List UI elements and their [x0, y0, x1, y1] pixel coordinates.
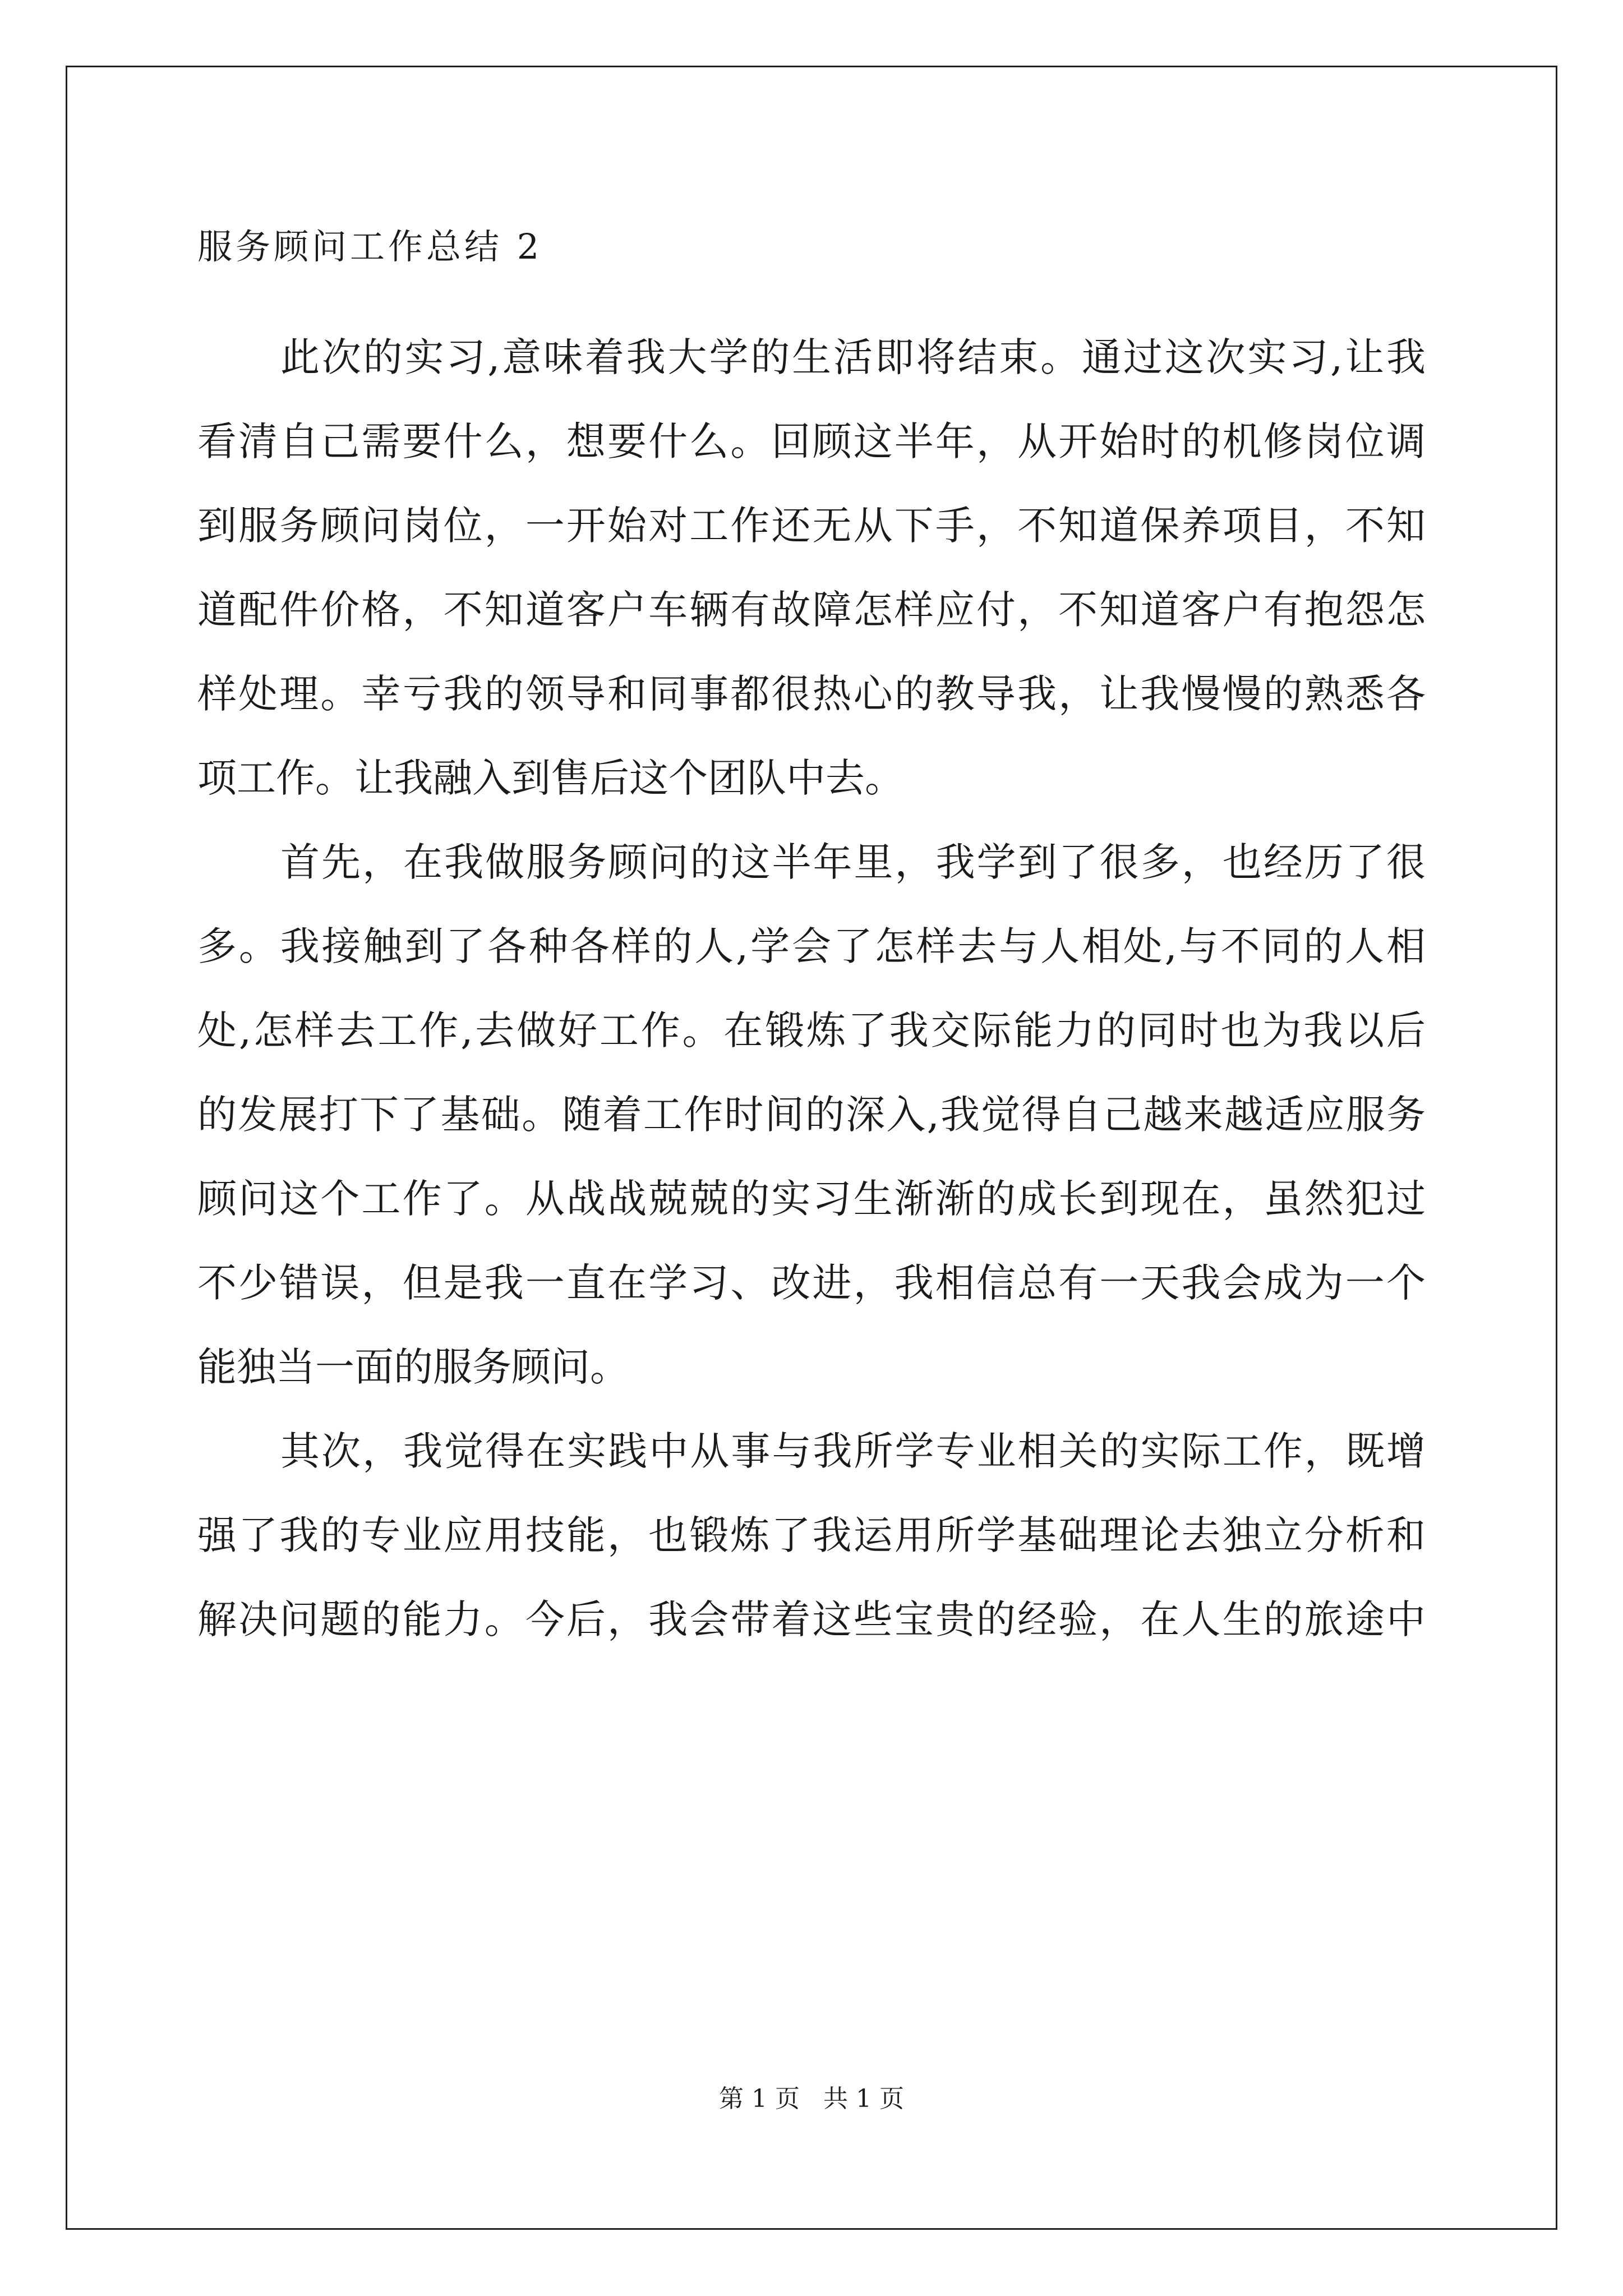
paragraph-2-line-6: 不少错误，但是我一直在学习、改进，我相信总有一天我会成为一个 — [197, 1260, 1426, 1306]
paragraph-2-line-2: 多。我接触到了各种各样的人,学会了怎样去与人相处,与不同的人相 — [197, 923, 1426, 969]
page-number-footer: 第 1 页 共 1 页 — [719, 2085, 904, 2113]
document-title: 服务顾问工作总结 2 — [197, 226, 543, 267]
paragraph-1-line-1: 此次的实习,意味着我大学的生活即将结束。通过这次实习,让我 — [280, 334, 1426, 380]
paragraph-3-line-3: 解决问题的能力。今后，我会带着这些宝贵的经验，在人生的旅途中 — [197, 1596, 1426, 1642]
paragraph-2-line-4: 的发展打下了基础。随着工作时间的深入,我觉得自己越来越适应服务 — [197, 1092, 1426, 1138]
page-border — [66, 66, 1557, 2230]
paragraph-3-line-2: 强了我的专业应用技能，也锻炼了我运用所学基础理论去独立分析和 — [197, 1512, 1426, 1558]
paragraph-2-line-1: 首先，在我做服务顾问的这半年里，我学到了很多，也经历了很 — [280, 839, 1426, 885]
paragraph-3-line-1: 其次，我觉得在实践中从事与我所学专业相关的实际工作，既增 — [280, 1428, 1426, 1474]
paragraph-1-line-6: 项工作。让我融入到售后这个团队中去。 — [197, 755, 904, 801]
paragraph-1-line-3: 到服务顾问岗位，一开始对工作还无从下手，不知道保养项目，不知 — [197, 503, 1426, 549]
paragraph-2-line-7: 能独当一面的服务顾问。 — [197, 1344, 629, 1390]
paragraph-2-line-5: 顾问这个工作了。从战战兢兢的实习生渐渐的成长到现在，虽然犯过 — [197, 1176, 1426, 1222]
paragraph-2-line-3: 处,怎样去工作,去做好工作。在锻炼了我交际能力的同时也为我以后 — [197, 1007, 1426, 1053]
paragraph-1-line-2: 看清自己需要什么，想要什么。回顾这半年，从开始时的机修岗位调 — [197, 418, 1426, 464]
paragraph-1-line-4: 道配件价格，不知道客户车辆有故障怎样应付，不知道客户有抱怨怎 — [197, 587, 1426, 633]
paragraph-1-line-5: 样处理。幸亏我的领导和同事都很热心的教导我，让我慢慢的熟悉各 — [197, 671, 1426, 717]
